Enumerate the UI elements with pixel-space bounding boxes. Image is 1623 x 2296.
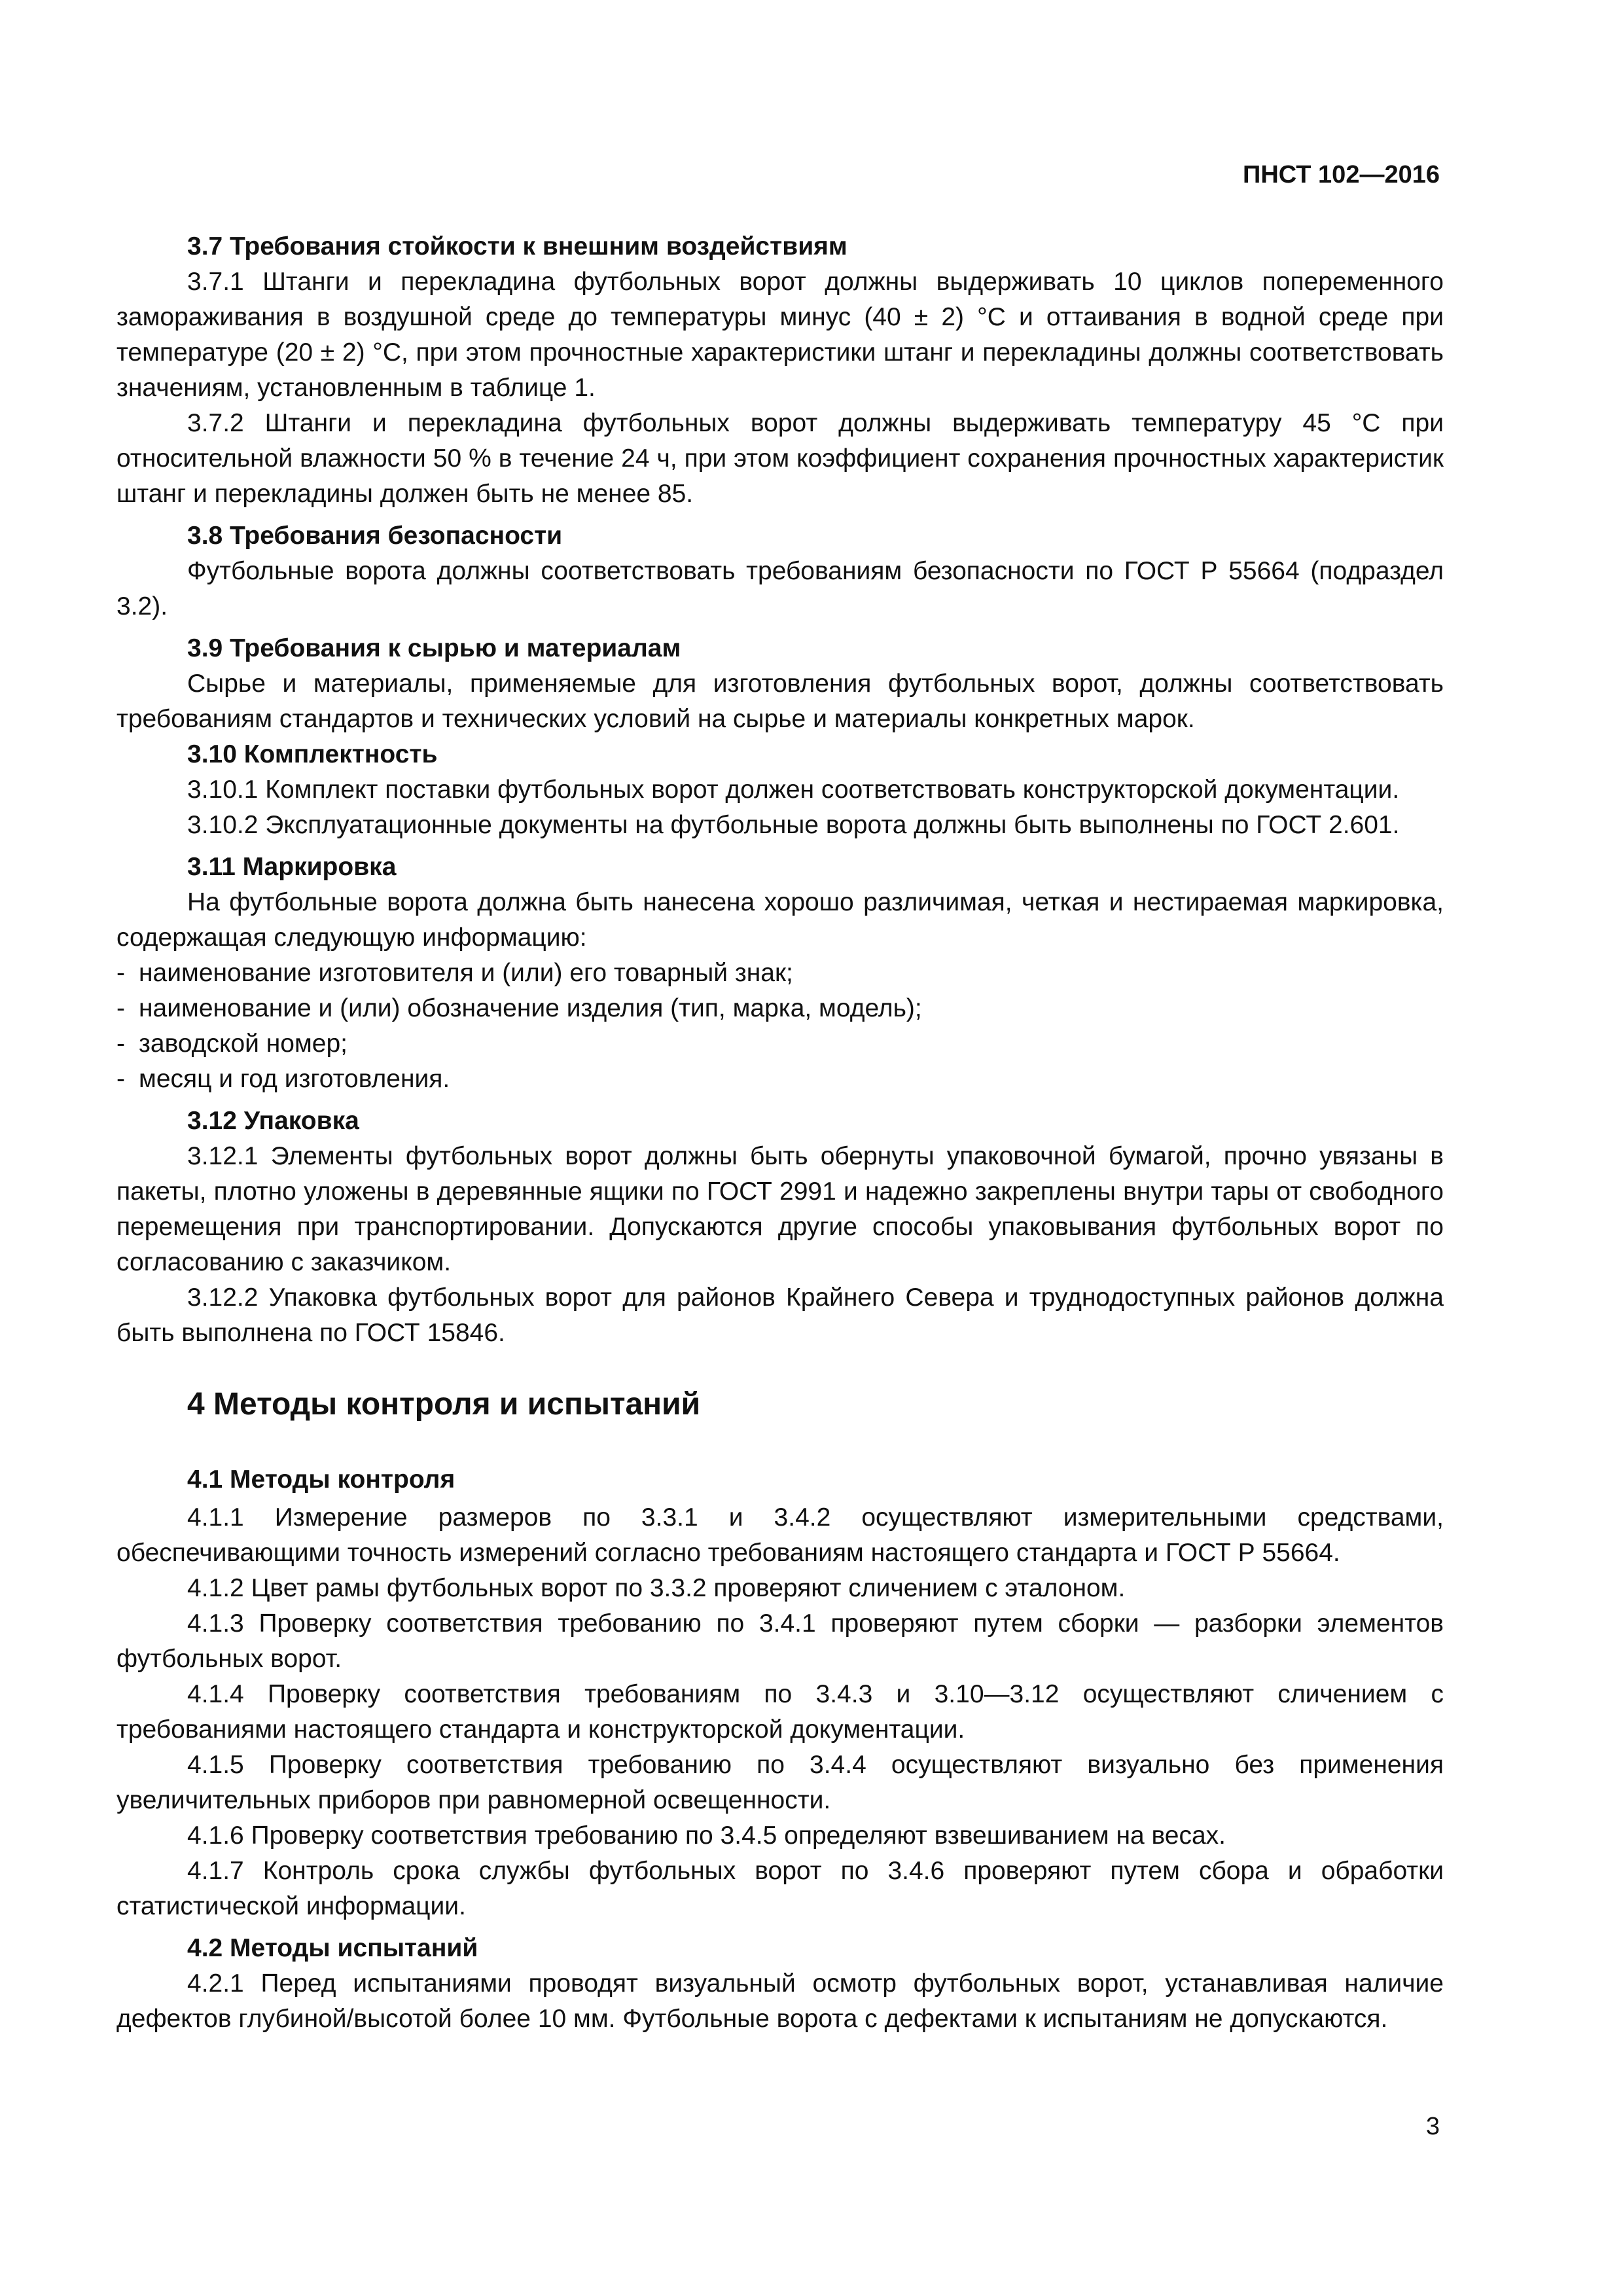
list-item-text: месяц и год изготовления. bbox=[139, 1065, 450, 1093]
paragraph-3-8: Футбольные ворота должны соответствовать требованиям безопасности по ГОСТ Р 55664 (подраздел 3.2). bbox=[116, 557, 1444, 620]
paragraph-4-1-7: 4.1.7 Контроль срока службы футбольных ворот по 3.4.6 проверяют путем сбора и обработки статистической информации. bbox=[116, 1857, 1444, 1920]
document-body bbox=[116, 229, 1444, 2037]
list-item-text: наименование и (или) обозначение изделия (тип, марка, модель); bbox=[139, 994, 922, 1022]
page-number: 3 bbox=[1425, 2113, 1440, 2140]
paragraph-3-10-1: 3.10.1 Комплект поставки футбольных ворот должен соответствовать конструкторской документации. bbox=[187, 776, 1400, 804]
paragraph-3-10-2: 3.10.2 Эксплуатационные документы на футбольные ворота должны быть выполнены по ГОСТ 2.601. bbox=[187, 811, 1400, 839]
paragraph-4-1-3: 4.1.3 Проверку соответствия требованию по 3.4.1 проверяют путем сборки — разборки элементов футбольных ворот. bbox=[116, 1609, 1444, 1673]
section-heading-3-12: 3.12 Упаковка bbox=[187, 1107, 359, 1135]
section-heading-3-9: 3.9 Требования к сырью и материалам bbox=[187, 634, 681, 662]
section-heading-3-8: 3.8 Требования безопасности bbox=[187, 522, 563, 550]
paragraph-3-9: Сырье и материалы, применяемые для изготовления футбольных ворот, должны соответствовать требованиям стандартов и технических условий на сырье и материалы конкретных марок. bbox=[116, 670, 1444, 733]
list-dash: - bbox=[116, 994, 125, 1022]
paragraph-3-7-1: 3.7.1 Штанги и перекладина футбольных ворот должны выдерживать 10 циклов попеременного замораживания в воздушной среде до температуры минус (40 ± 2) °C и оттаивания в водной среде при температуре (20 ± 2) °C, при этом прочностные характеристики штанг и перекладины должны соответствовать значениям, установленным в таблице 1. bbox=[116, 268, 1444, 402]
paragraph-4-1-1: 4.1.1 Измерение размеров по 3.3.1 и 3.4.2 осуществляют измерительными средствами, обеспечивающими точность измерений согласно требованиям настоящего стандарта и ГОСТ Р 55664. bbox=[116, 1503, 1444, 1567]
list-item bbox=[116, 956, 1444, 991]
paragraph-4-1-6: 4.1.6 Проверку соответствия требованию по 3.4.5 определяют взвешиванием на весах. bbox=[187, 1821, 1226, 1850]
list-item-text: заводской номер; bbox=[139, 1030, 348, 1058]
list-item-text: наименование изготовителя и (или) его товарный знак; bbox=[139, 959, 793, 987]
section-heading-4-1: 4.1 Методы контроля bbox=[187, 1465, 455, 1494]
paragraph-3-12-1: 3.12.1 Элементы футбольных ворот должны быть обернуты упаковочной бумагой, прочно увязаны в пакеты, плотно уложены в деревянные ящики по ГОСТ 2991 и надежно закреплены внутри тары от свободного перемещения при транспортировании. Допускаются другие способы упаковывания футбольных ворот по согласованию с заказчиком. bbox=[116, 1142, 1444, 1276]
paragraph-4-2-1: 4.2.1 Перед испытаниями проводят визуальный осмотр футбольных ворот, устанавливая наличие дефектов глубиной/высотой более 10 мм. Футбольные ворота с дефектами к испытаниям не допускаются. bbox=[116, 1969, 1444, 2033]
list-dash: - bbox=[116, 959, 125, 987]
paragraph-3-11: На футбольные ворота должна быть нанесена хорошо различимая, четкая и нестираемая маркировка, содержащая следующую информацию: bbox=[116, 888, 1444, 952]
list-item bbox=[116, 1062, 1444, 1097]
chapter-heading-4: 4 Методы контроля и испытаний bbox=[187, 1387, 701, 1422]
section-heading-3-11: 3.11 Маркировка bbox=[187, 853, 397, 881]
list-item bbox=[116, 991, 1444, 1026]
list-dash: - bbox=[116, 1030, 125, 1058]
document-id: ПНСТ 102—2016 bbox=[1243, 161, 1440, 188]
paragraph-4-1-2: 4.1.2 Цвет рамы футбольных ворот по 3.3.2 проверяют сличением с эталоном. bbox=[187, 1574, 1126, 1602]
paragraph-4-1-5: 4.1.5 Проверку соответствия требованию по 3.4.4 осуществляют визуально без применения увеличительных приборов при равномерной освещенности. bbox=[116, 1751, 1444, 1814]
paragraph-3-12-2: 3.12.2 Упаковка футбольных ворот для районов Крайнего Севера и труднодоступных районов должна быть выполнена по ГОСТ 15846. bbox=[116, 1283, 1444, 1347]
list-dash: - bbox=[116, 1065, 125, 1093]
list-item bbox=[116, 1026, 1444, 1062]
paragraph-4-1-4: 4.1.4 Проверку соответствия требованиям по 3.4.3 и 3.10—3.12 осуществляют сличением с требованиями настоящего стандарта и конструкторской документации. bbox=[116, 1680, 1444, 1744]
paragraph-3-7-2: 3.7.2 Штанги и перекладина футбольных ворот должны выдерживать температуру 45 °C при относительной влажности 50 % в течение 24 ч, при этом коэффициент сохранения прочностных характеристик штанг и перекладины должен быть не менее 85. bbox=[116, 409, 1444, 508]
section-heading-3-7: 3.7 Требования стойкости к внешним воздействиям bbox=[187, 232, 847, 260]
section-heading-4-2: 4.2 Методы испытаний bbox=[187, 1934, 478, 1962]
section-heading-3-10: 3.10 Комплектность bbox=[187, 740, 438, 768]
